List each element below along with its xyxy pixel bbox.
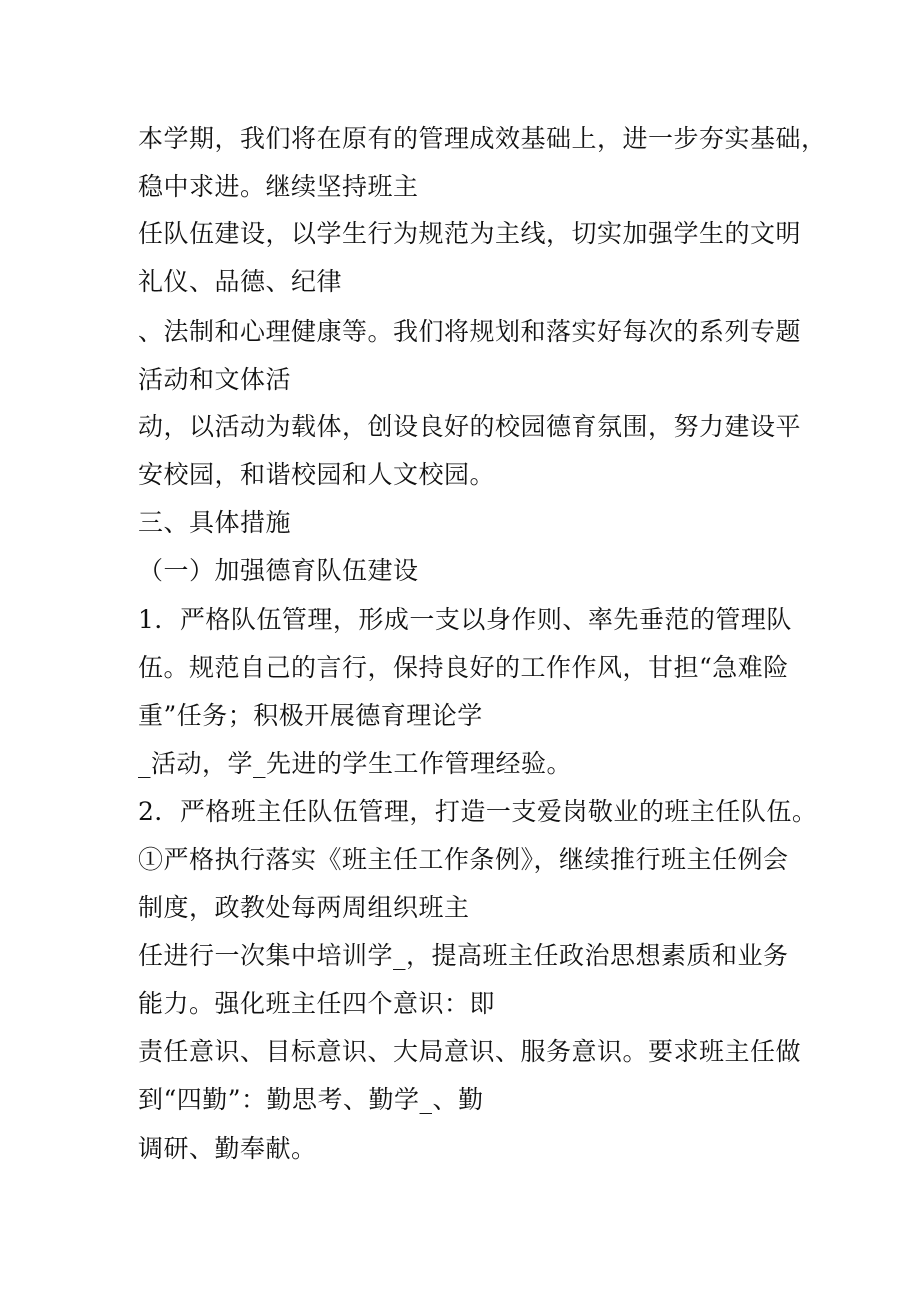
- text-line: _活动，学_先进的学生工作管理经验。: [138, 749, 573, 778]
- section-heading: 三、具体措施: [138, 508, 292, 537]
- text-line: 2．严格班主任队伍管理，打造一支爱岗敬业的班主任队伍。: [138, 797, 818, 826]
- text-line: 调研、勤奉献。: [138, 1134, 317, 1163]
- text-line: 、法制和心理健康等。我们将规划和落实好每次的系列专题: [138, 317, 802, 346]
- text-line: 责任意识、目标意识、大局意识、服务意识。要求班主任做: [138, 1037, 802, 1066]
- text-line: 任队伍建设，以学生行为规范为主线，切实加强学生的文明: [138, 219, 802, 248]
- text-line: 活动和文体活: [138, 365, 292, 394]
- text-line: 安校园，和谐校园和人文校园。: [138, 460, 496, 489]
- text-line: 稳中求进。继续坚持班主: [138, 172, 419, 201]
- text-line: 礼仪、品德、纪律: [138, 267, 343, 296]
- text-line: 任进行一次集中培训学_，提高班主任政治思想素质和业务: [138, 941, 789, 970]
- text-line: 到“四勤”：勤思考、勤学_、勤: [138, 1085, 484, 1114]
- text-line: 1．严格队伍管理，形成一支以身作则、率先垂范的管理队: [138, 605, 792, 634]
- text-line: 本学期，我们将在原有的管理成效基础上，进一步夯实基础，: [138, 124, 827, 153]
- text-line: ①严格执行落实《班主任工作条例》，继续推行班主任例会: [138, 845, 789, 874]
- subsection-heading: （一）加强德育队伍建设: [138, 556, 419, 585]
- text-line: 能力。强化班主任四个意识：即: [138, 989, 496, 1018]
- text-line: 伍。规范自己的言行，保持良好的工作作风，甘担“急难险: [138, 653, 789, 682]
- text-line: 动，以活动为载体，创设良好的校园德育氛围，努力建设平: [138, 412, 802, 441]
- text-line: 重”任务；积极开展德育理论学: [138, 701, 483, 730]
- text-line: 制度，政教处每两周组织班主: [138, 893, 470, 922]
